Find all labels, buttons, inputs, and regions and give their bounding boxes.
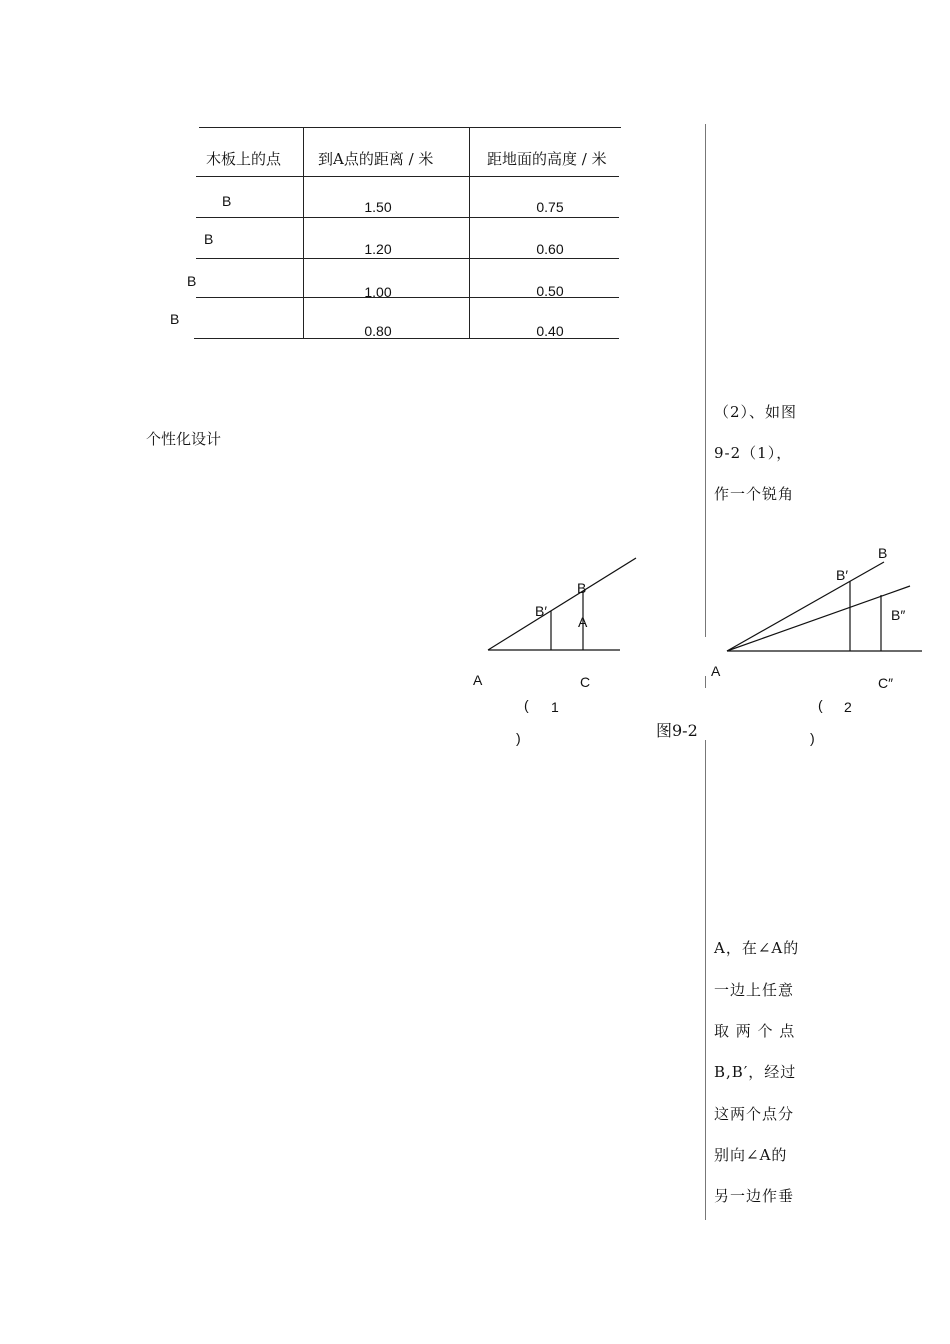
table-cell-distance: 1.00: [364, 284, 392, 300]
table-cell-height: 0.75: [536, 199, 564, 215]
fig2-number-open: (: [818, 697, 823, 713]
left-note: 个性化设计: [146, 430, 222, 448]
table-cell-point: B: [187, 273, 197, 289]
side-text-line: 取 两 个 点: [714, 1022, 796, 1040]
table-cell-height: 0.40: [536, 323, 564, 339]
fig1-label-Bprime: B′: [535, 603, 547, 619]
side-text-line: （2）、如图: [714, 403, 798, 421]
table-cell-height: 0.50: [536, 283, 564, 299]
table-cell-distance: 0.80: [364, 323, 392, 339]
table-cell-distance: 1.50: [364, 199, 392, 215]
table-cell-point: B: [204, 231, 214, 247]
fig1-label-C: C: [580, 674, 591, 690]
fig1-label-A2: A: [578, 614, 588, 630]
fig1-label-B: B: [577, 580, 587, 596]
table-cell-point: B: [170, 311, 180, 327]
side-text-line: 作一个锐角: [714, 485, 795, 503]
table-header-distance: 到A点的距离 / 米: [318, 150, 434, 168]
table-cell-point: B: [222, 193, 232, 209]
side-text-line: 另一边作垂: [714, 1187, 795, 1205]
fig2-label-Bprime: B′: [836, 567, 848, 583]
side-text-line: 别向∠A的: [714, 1146, 788, 1164]
side-text-line: B,B′，经过: [714, 1063, 797, 1081]
fig1-slope-line: [488, 558, 636, 650]
fig2-lower-line: [727, 586, 910, 651]
side-text-line: 9-2（1），: [714, 444, 793, 462]
figure-2: [711, 545, 922, 746]
side-text-line: 这两个点分: [714, 1105, 795, 1123]
fig2-label-Bdoubleprime: B″: [891, 607, 906, 623]
figure-1: [473, 558, 636, 746]
table-cell-distance: 1.20: [364, 241, 392, 257]
fig1-number-open: (: [524, 697, 529, 713]
fig2-number-close: ): [810, 730, 815, 746]
fig2-label-Cdoubleprime: C″: [878, 675, 894, 691]
fig1-number: 1: [551, 699, 559, 715]
figure-caption: 图9-2: [656, 721, 698, 740]
fig1-number-close: ): [516, 730, 521, 746]
fig2-label-A: A: [711, 663, 721, 679]
side-text-line: A，在∠A的: [714, 939, 800, 957]
table-cell-height: 0.60: [536, 241, 564, 257]
fig1-label-A: A: [473, 672, 483, 688]
table-header-height: 距地面的高度 / 米: [487, 150, 607, 168]
fig2-label-B: B: [878, 545, 888, 561]
fig2-number: 2: [844, 699, 852, 715]
side-text-line: 一边上任意: [714, 981, 795, 999]
fig2-upper-line: [727, 562, 884, 651]
table-header-point: 木板上的点: [206, 150, 282, 168]
